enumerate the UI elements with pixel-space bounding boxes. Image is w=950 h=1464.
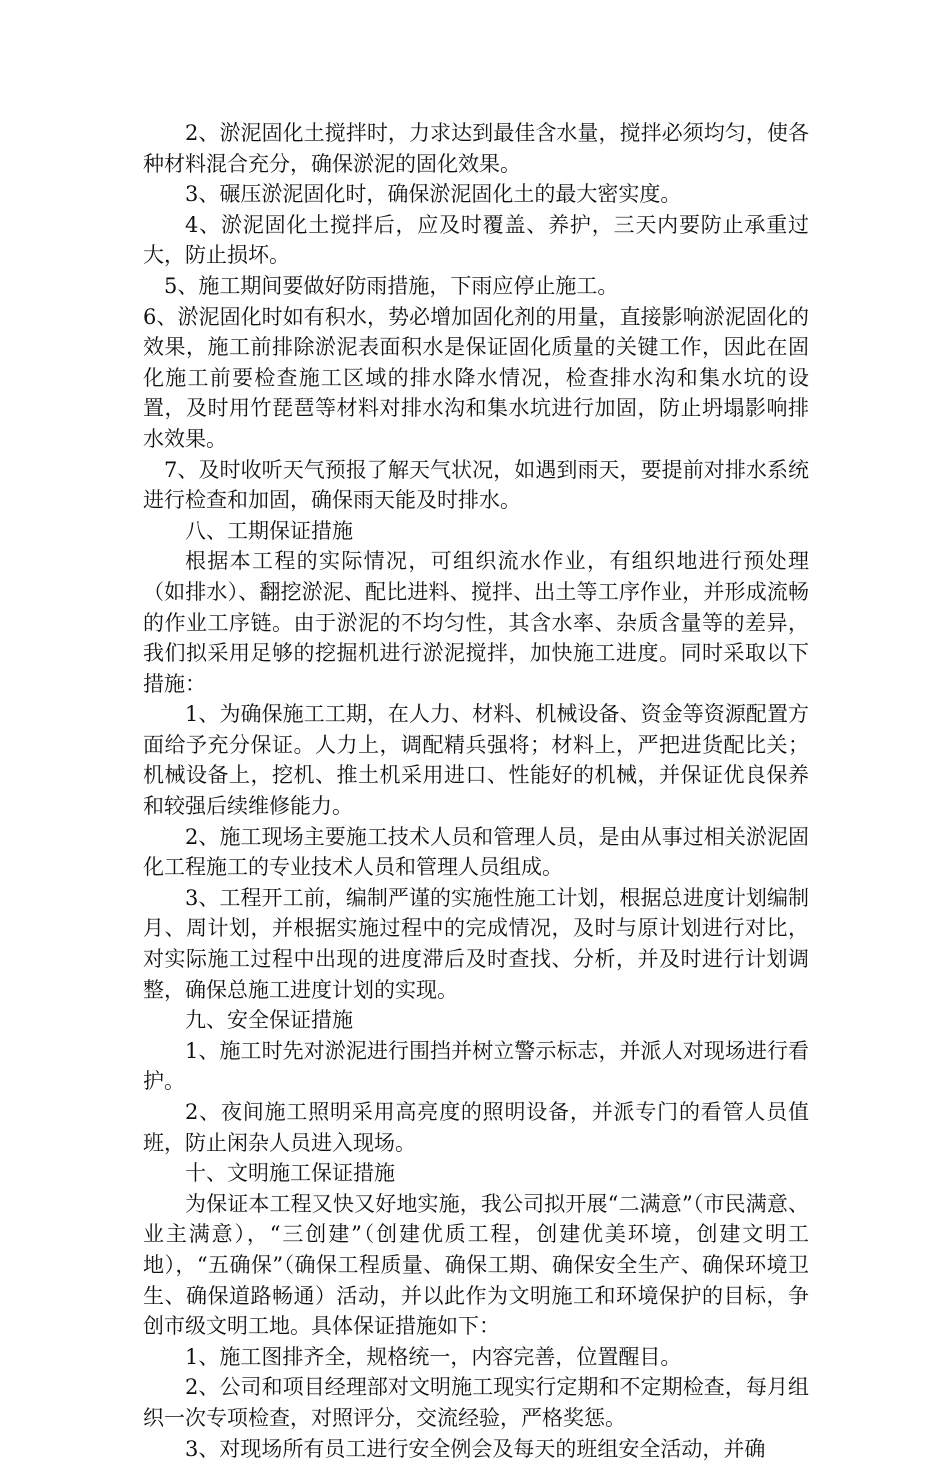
paragraph-item-7: 7、及时收听天气预报了解天气状况，如遇到雨天，要提前对排水系统进行检查和加固，确保雨天能及时排水。 xyxy=(143,457,809,513)
paragraph-civilized-1: 1、施工图排齐全，规格统一，内容完善，位置醒目。 xyxy=(185,1344,682,1369)
paragraph-schedule-2: 2、施工现场主要施工技术人员和管理人员，是由从事过相关淤泥固化工程施工的专业技术人员和管理人员组成。 xyxy=(143,824,809,880)
paragraph-item-5: 5、施工期间要做好防雨措施，下雨应停止施工。 xyxy=(164,273,619,298)
paragraph-safety-2: 2、夜间施工照明采用高亮度的照明设备，并派专门的看管人员值班，防止闲杂人员进入现场。 xyxy=(143,1100,809,1155)
paragraph-schedule-intro: 根据本工程的实际情况，可组织流水作业，有组织地进行预处理（如排水）、翻挖淤泥、配比进料、搅拌、出土等工序作业，并形成流畅的作业工序链。由于淤泥的不均匀性，其含水率、杂质含量等的差异，我们拟采用足够的挖掘机进行淤泥搅拌，加快施工进度。同时采取以下措施： xyxy=(143,549,809,696)
paragraph-civilized-3: 3、对现场所有员工进行安全例会及每天的班组安全活动，并确 xyxy=(185,1436,766,1461)
paragraph-item-3: 3、碾压淤泥固化时，确保淤泥固化土的最大密实度。 xyxy=(185,182,682,207)
paragraph-safety-1: 1、施工时先对淤泥进行围挡并树立警示标志，并派人对现场进行看护。 xyxy=(143,1038,809,1094)
section-heading-schedule: 八、工期保证措施 xyxy=(185,518,353,543)
paragraph-item-4: 4、淤泥固化土搅拌后，应及时覆盖、养护，三天内要防止承重过大，防止损坏。 xyxy=(143,212,809,268)
paragraph-schedule-3: 3、工程开工前，编制严谨的实施性施工计划，根据总进度计划编制月、周计划，并根据实施过程中的完成情况，及时与原计划进行对比，对实际施工过程中出现的进度滞后及时查找、分析，并及时进行计划调整，确保总施工进度计划的实现。 xyxy=(143,885,809,1002)
paragraph-civilized-2: 2、公司和项目经理部对文明施工现实行定期和不定期检查，每月组织一次专项检查，对照评分，交流经验，严格奖惩。 xyxy=(143,1375,809,1430)
section-heading-civilized: 十、文明施工保证措施 xyxy=(185,1161,395,1186)
section-heading-safety: 九、安全保证措施 xyxy=(185,1008,353,1033)
paragraph-item-6: 6、淤泥固化时如有积水，势必增加固化剂的用量，直接影响淤泥固化的效果，施工前排除淤泥表面积水是保证固化质量的关键工作，因此在固化施工前要检查施工区域的排水降水情况，检查排水沟和集水坑的设置，及时用竹琵琶等材料对排水沟和集水坑进行加固，防止坍塌影响排水效果。 xyxy=(143,304,809,451)
paragraph-item-2: 2、淤泥固化土搅拌时，力求达到最佳含水量，搅拌必须均匀，使各种材料混合充分，确保淤泥的固化效果。 xyxy=(143,121,809,176)
paragraph-schedule-1: 1、为确保施工工期，在人力、材料、机械设备、资金等资源配置方面给予充分保证。人力上，调配精兵强将；材料上，严把进货配比关；机械设备上，挖机、推土机采用进口、性能好的机械，并保证优良保养和较强后续维修能力。 xyxy=(143,702,809,819)
document-body xyxy=(143,118,809,1464)
paragraph-civilized-intro: 为保证本工程又快又好地实施，我公司拟开展“二满意”（市民满意、业主满意），“三创建”（创建优质工程，创建优美环境，创建文明工地），“五确保”（确保工程质量、确保工期、确保安全生产、确保环境卫生、确保道路畅通）活动，并以此作为文明施工和环境保护的目标，争创市级文明工地。具体保证措施如下： xyxy=(143,1191,809,1339)
